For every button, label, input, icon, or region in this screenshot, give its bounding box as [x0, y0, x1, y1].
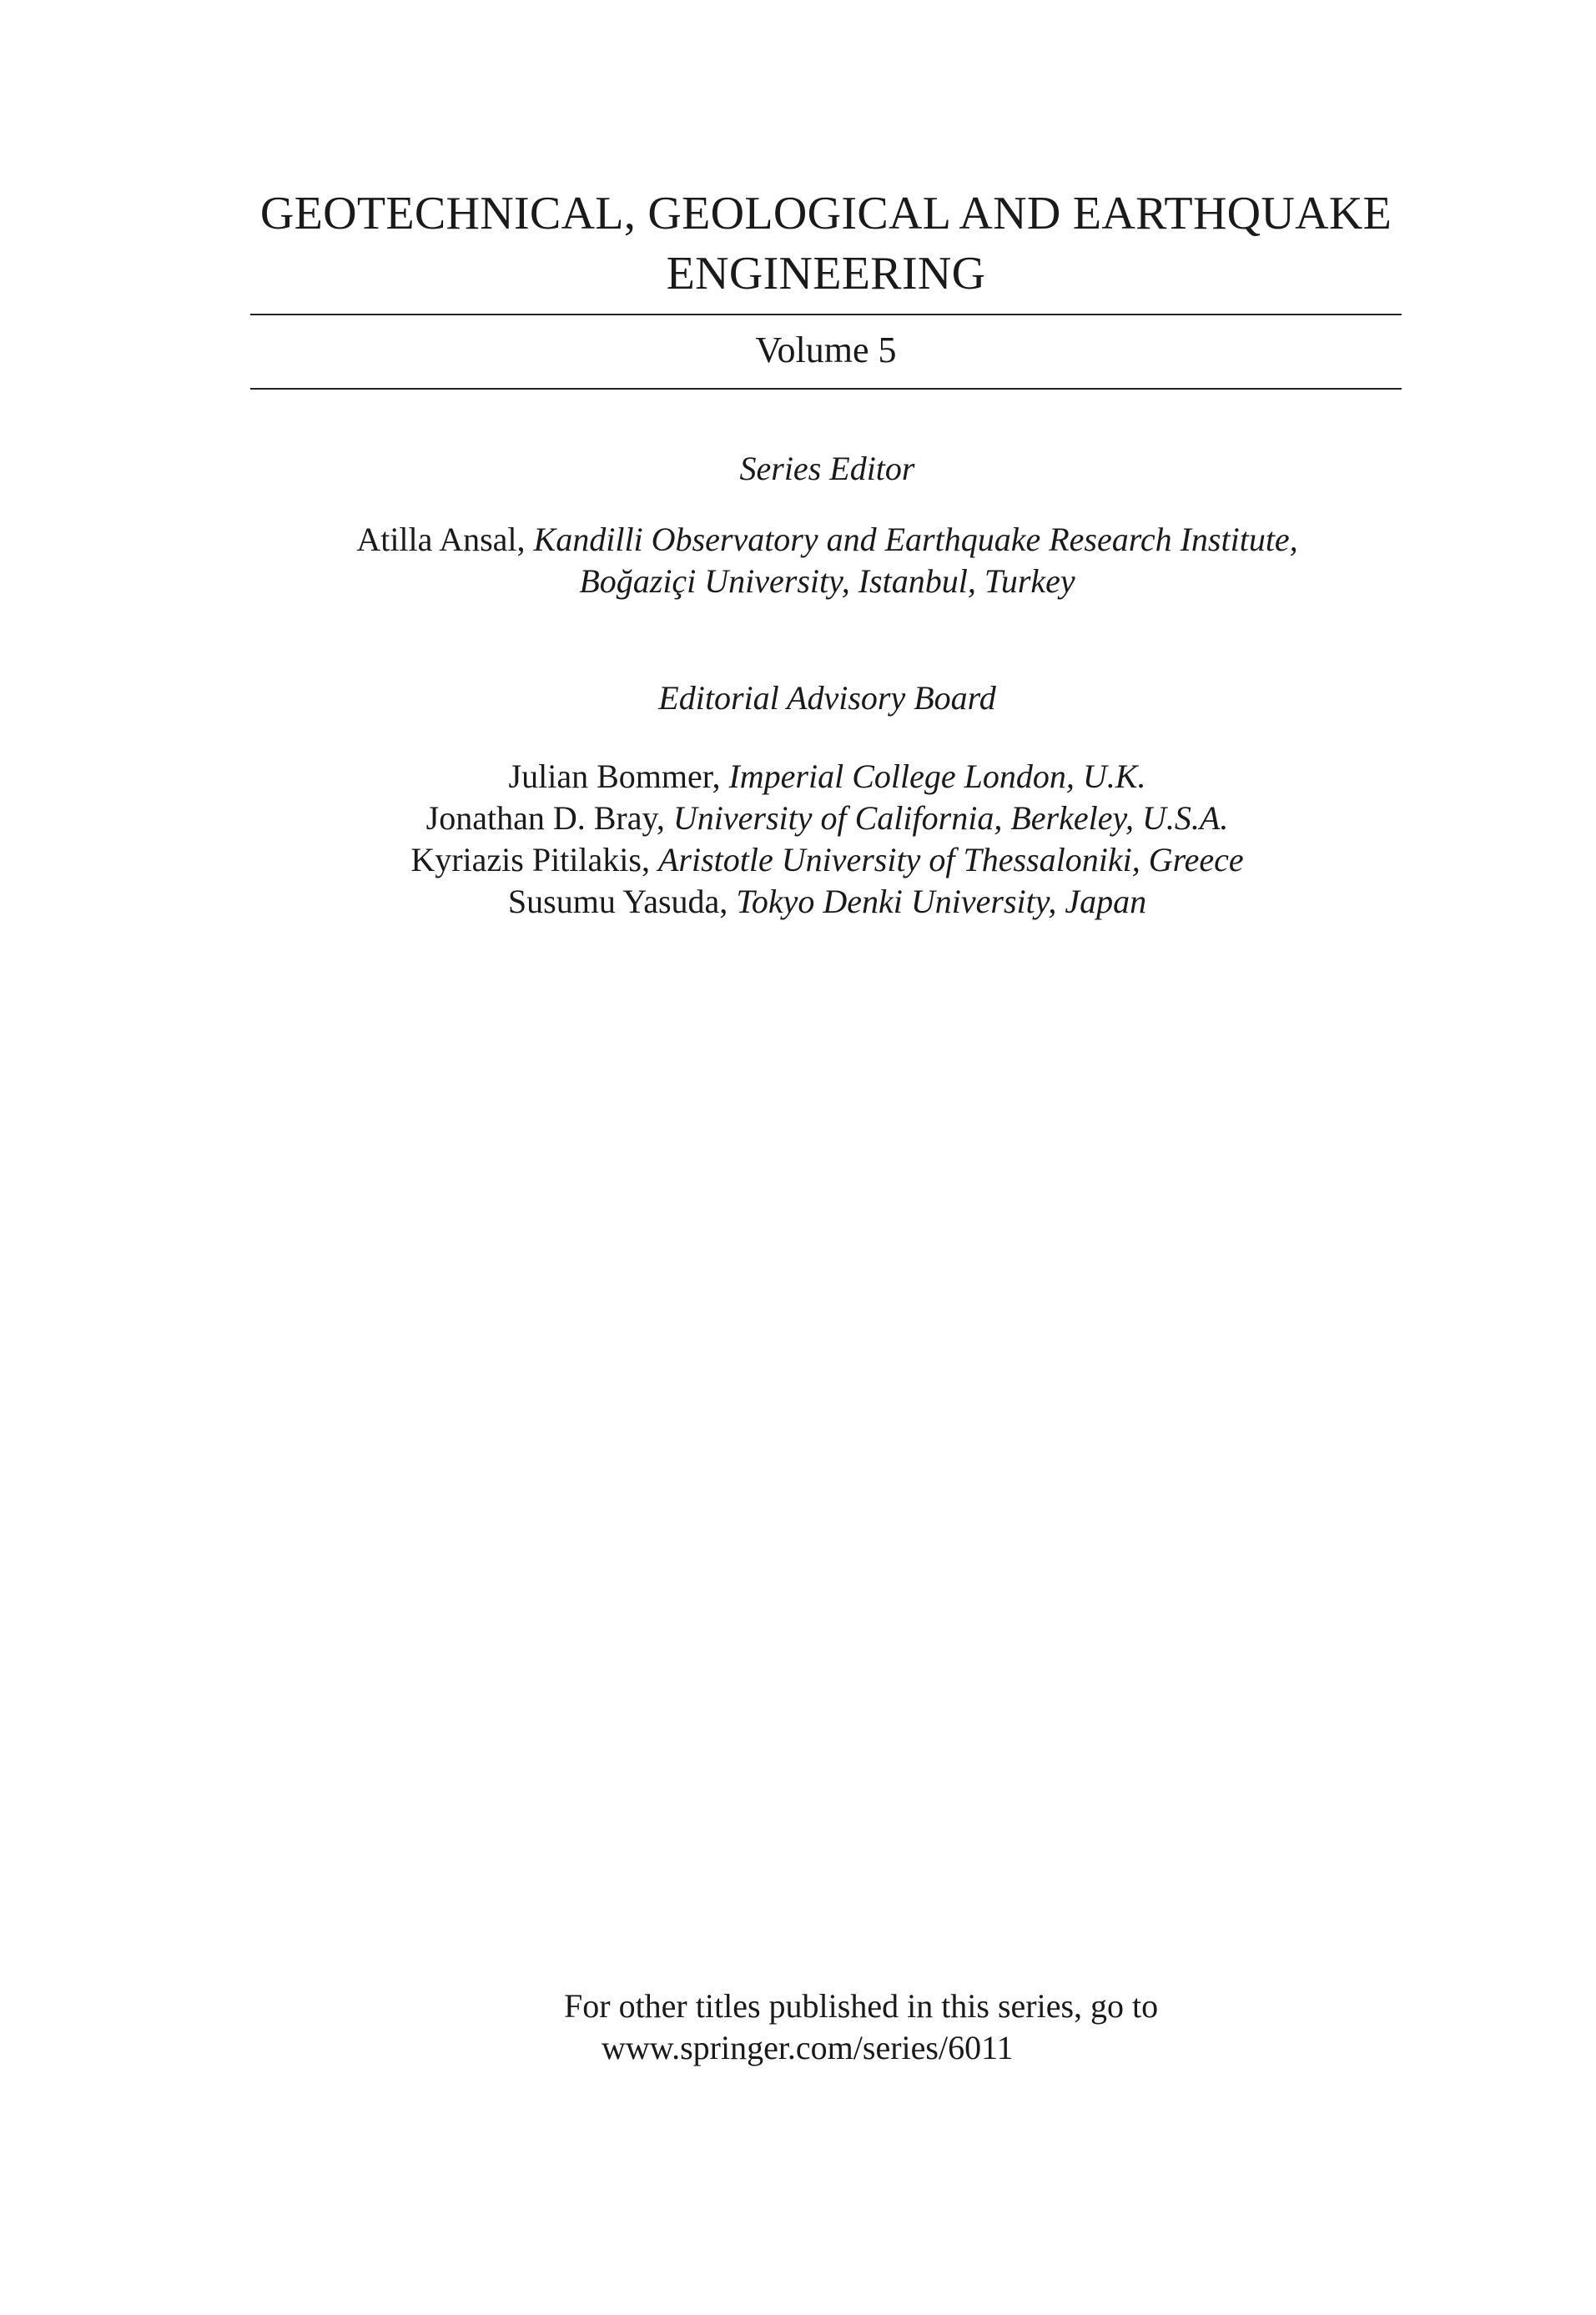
series-editor-entry: [0, 519, 1596, 602]
series-editor-heading: Series Editor: [739, 450, 915, 487]
series-editor-affiliation-1: Kandilli Observatory and Earthquake Research Institute,: [533, 521, 1298, 558]
board-member-name: Susumu Yasuda,: [507, 883, 728, 920]
advisory-board-heading: Editorial Advisory Board: [658, 679, 996, 717]
series-editor-line-1: [58, 519, 1596, 561]
board-member: [58, 881, 1596, 923]
board-member-affiliation: Imperial College London, U.K.: [728, 757, 1146, 795]
footer-text: For other titles published in this series, go to: [564, 1987, 1159, 2025]
board-member-affiliation: Tokyo Denki University, Japan: [736, 883, 1147, 920]
board-member-name: Jonathan D. Bray,: [425, 799, 665, 837]
top-rule: [250, 314, 1402, 315]
series-editor-affiliation-2: Boğaziçi University, Istanbul, Turkey: [579, 562, 1075, 600]
board-member-affiliation: University of California, Berkeley, U.S.A.: [672, 799, 1229, 837]
series-editor-name: Atilla Ansal,: [356, 521, 526, 558]
volume-number: Volume 5: [755, 330, 897, 370]
footer-note: [564, 1985, 1158, 2069]
series-title: GEOTECHNICAL, GEOLOGICAL AND EARTHQUAKE ENGINEERING: [259, 188, 1392, 299]
board-member: [58, 839, 1596, 881]
board-member-name: Kyriazis Pitilakis,: [410, 841, 650, 878]
bottom-rule: [250, 388, 1402, 390]
board-member-affiliation: Aristotle University of Thessaloniki, Greece: [657, 841, 1244, 878]
advisory-board-list: [0, 756, 1596, 923]
board-member-name: Julian Bommer,: [508, 757, 721, 795]
series-url-link[interactable]: www.springer.com/series/6011: [602, 2029, 1014, 2066]
board-member: [58, 798, 1596, 839]
board-member: [58, 756, 1596, 798]
